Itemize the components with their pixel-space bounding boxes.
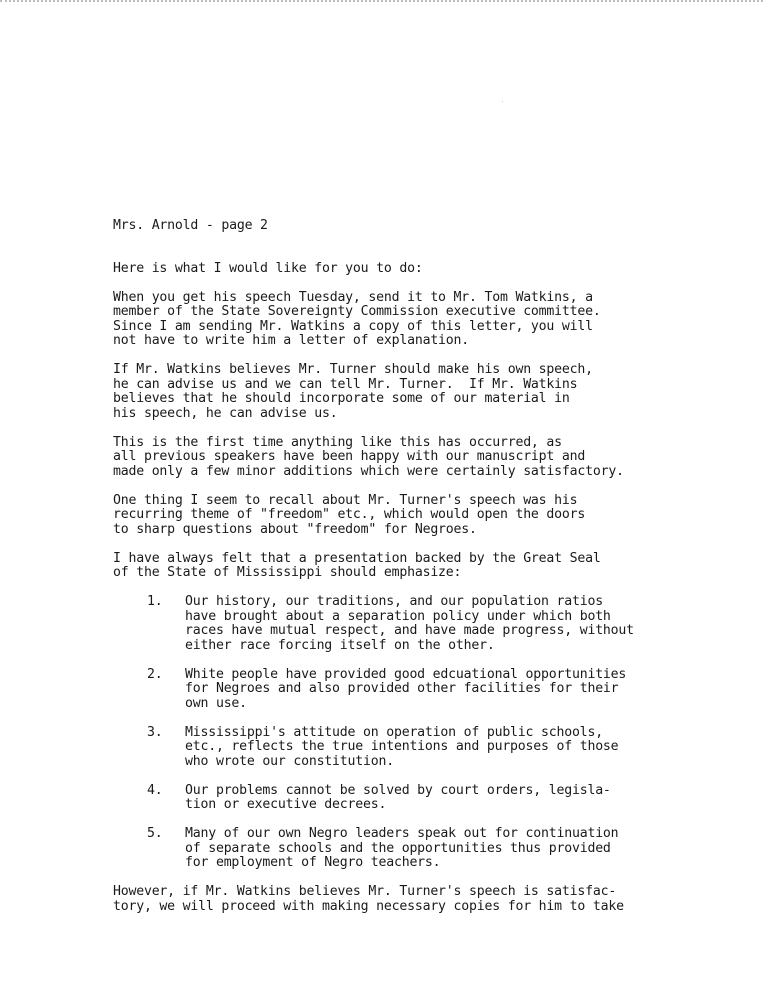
text-line: tory, we will proceed with making necessary copies for him to take [113, 898, 624, 914]
text-line: However, if Mr. Watkins believes Mr. Turner's speech is satisfac- [113, 884, 617, 899]
text-line: I have always felt that a presentation backed by the Great Seal [113, 550, 601, 566]
text-line: own use. [185, 695, 247, 711]
paragraph-instructions-intro [113, 262, 713, 277]
list-item [113, 668, 713, 712]
paragraph-however [113, 885, 713, 914]
paragraph-first-time [113, 436, 713, 480]
text-line: If Mr. Watkins believes Mr. Turner should make his own speech, [113, 362, 593, 377]
list-item-number: 4. [147, 782, 163, 798]
list-item-number: 2. [147, 666, 163, 682]
letter-page [113, 219, 713, 929]
list-item [113, 595, 713, 653]
text-line: recurring theme of "freedom" etc., which would open the doors [113, 507, 586, 522]
text-line: all previous speakers have been happy with our manuscript and [113, 449, 586, 464]
text-line: for employment of Negro teachers. [185, 855, 441, 870]
list-item [113, 726, 713, 770]
text-line: Our history, our traditions, and our population ratios [185, 594, 603, 609]
paragraph-watkins-advice [113, 363, 713, 421]
text-line: Many of our own Negro leaders speak out for continuation [185, 826, 619, 841]
text-line: of the State of Mississippi should emphasize: [113, 565, 462, 580]
emphasis-list [113, 595, 713, 871]
text-line: This is the first time anything like this has occurred, as [113, 434, 562, 450]
text-line: for Negroes and also provided other facilities for their [185, 681, 619, 696]
list-item-number: 1. [147, 594, 163, 609]
list-item-number: 3. [147, 724, 163, 740]
text-line: tion or executive decrees. [185, 797, 387, 812]
text-line: he can advise us and we can tell Mr. Turner. If Mr. Watkins [113, 376, 578, 392]
text-line: Here is what I would like for you to do: [113, 260, 423, 276]
page-top-edge [0, 0, 763, 2]
text-line: White people have provided good edcuational opportunities [185, 666, 627, 682]
text-line: made only a few minor additions which were certainly satisfactory. [113, 463, 624, 479]
text-line: who wrote our constitution. [185, 753, 394, 769]
text-line: Since I am sending Mr. Watkins a copy of this letter, you will [113, 318, 593, 334]
text-line: to sharp questions about "freedom" for Negroes. [113, 521, 477, 537]
text-line: not have to write him a letter of explanation. [113, 333, 470, 348]
text-line: When you get his speech Tuesday, send it to Mr. Tom Watkins, a [113, 289, 593, 305]
text-line: Our problems cannot be solved by court orders, legisla- [185, 782, 611, 798]
paragraph-great-seal [113, 552, 713, 581]
text-line: etc., reflects the true intentions and purposes of those [185, 739, 619, 754]
paragraph-send-speech [113, 291, 713, 349]
text-line: believes that he should incorporate some of our material in [113, 391, 570, 406]
paragraph-freedom-theme [113, 494, 713, 538]
list-item [113, 784, 713, 813]
paper-speck [502, 101, 503, 102]
list-item [113, 827, 713, 871]
text-line: races have mutual respect, and have made progress, without [185, 623, 634, 638]
text-line: of separate schools and the opportunities thus provided [185, 840, 611, 856]
list-item-number: 5. [147, 826, 163, 841]
text-line: One thing I seem to recall about Mr. Turner's speech was his [113, 492, 578, 508]
text-line: his speech, he can advise us. [113, 405, 338, 421]
text-line: member of the State Sovereignty Commission executive committee. [113, 304, 601, 319]
text-line: Mississippi's attitude on operation of public schools, [185, 724, 603, 740]
page-header: Mrs. Arnold - page 2 [113, 218, 268, 233]
text-line: either race forcing itself on the other. [185, 637, 495, 653]
text-line: have brought about a separation policy under which both [185, 608, 611, 624]
